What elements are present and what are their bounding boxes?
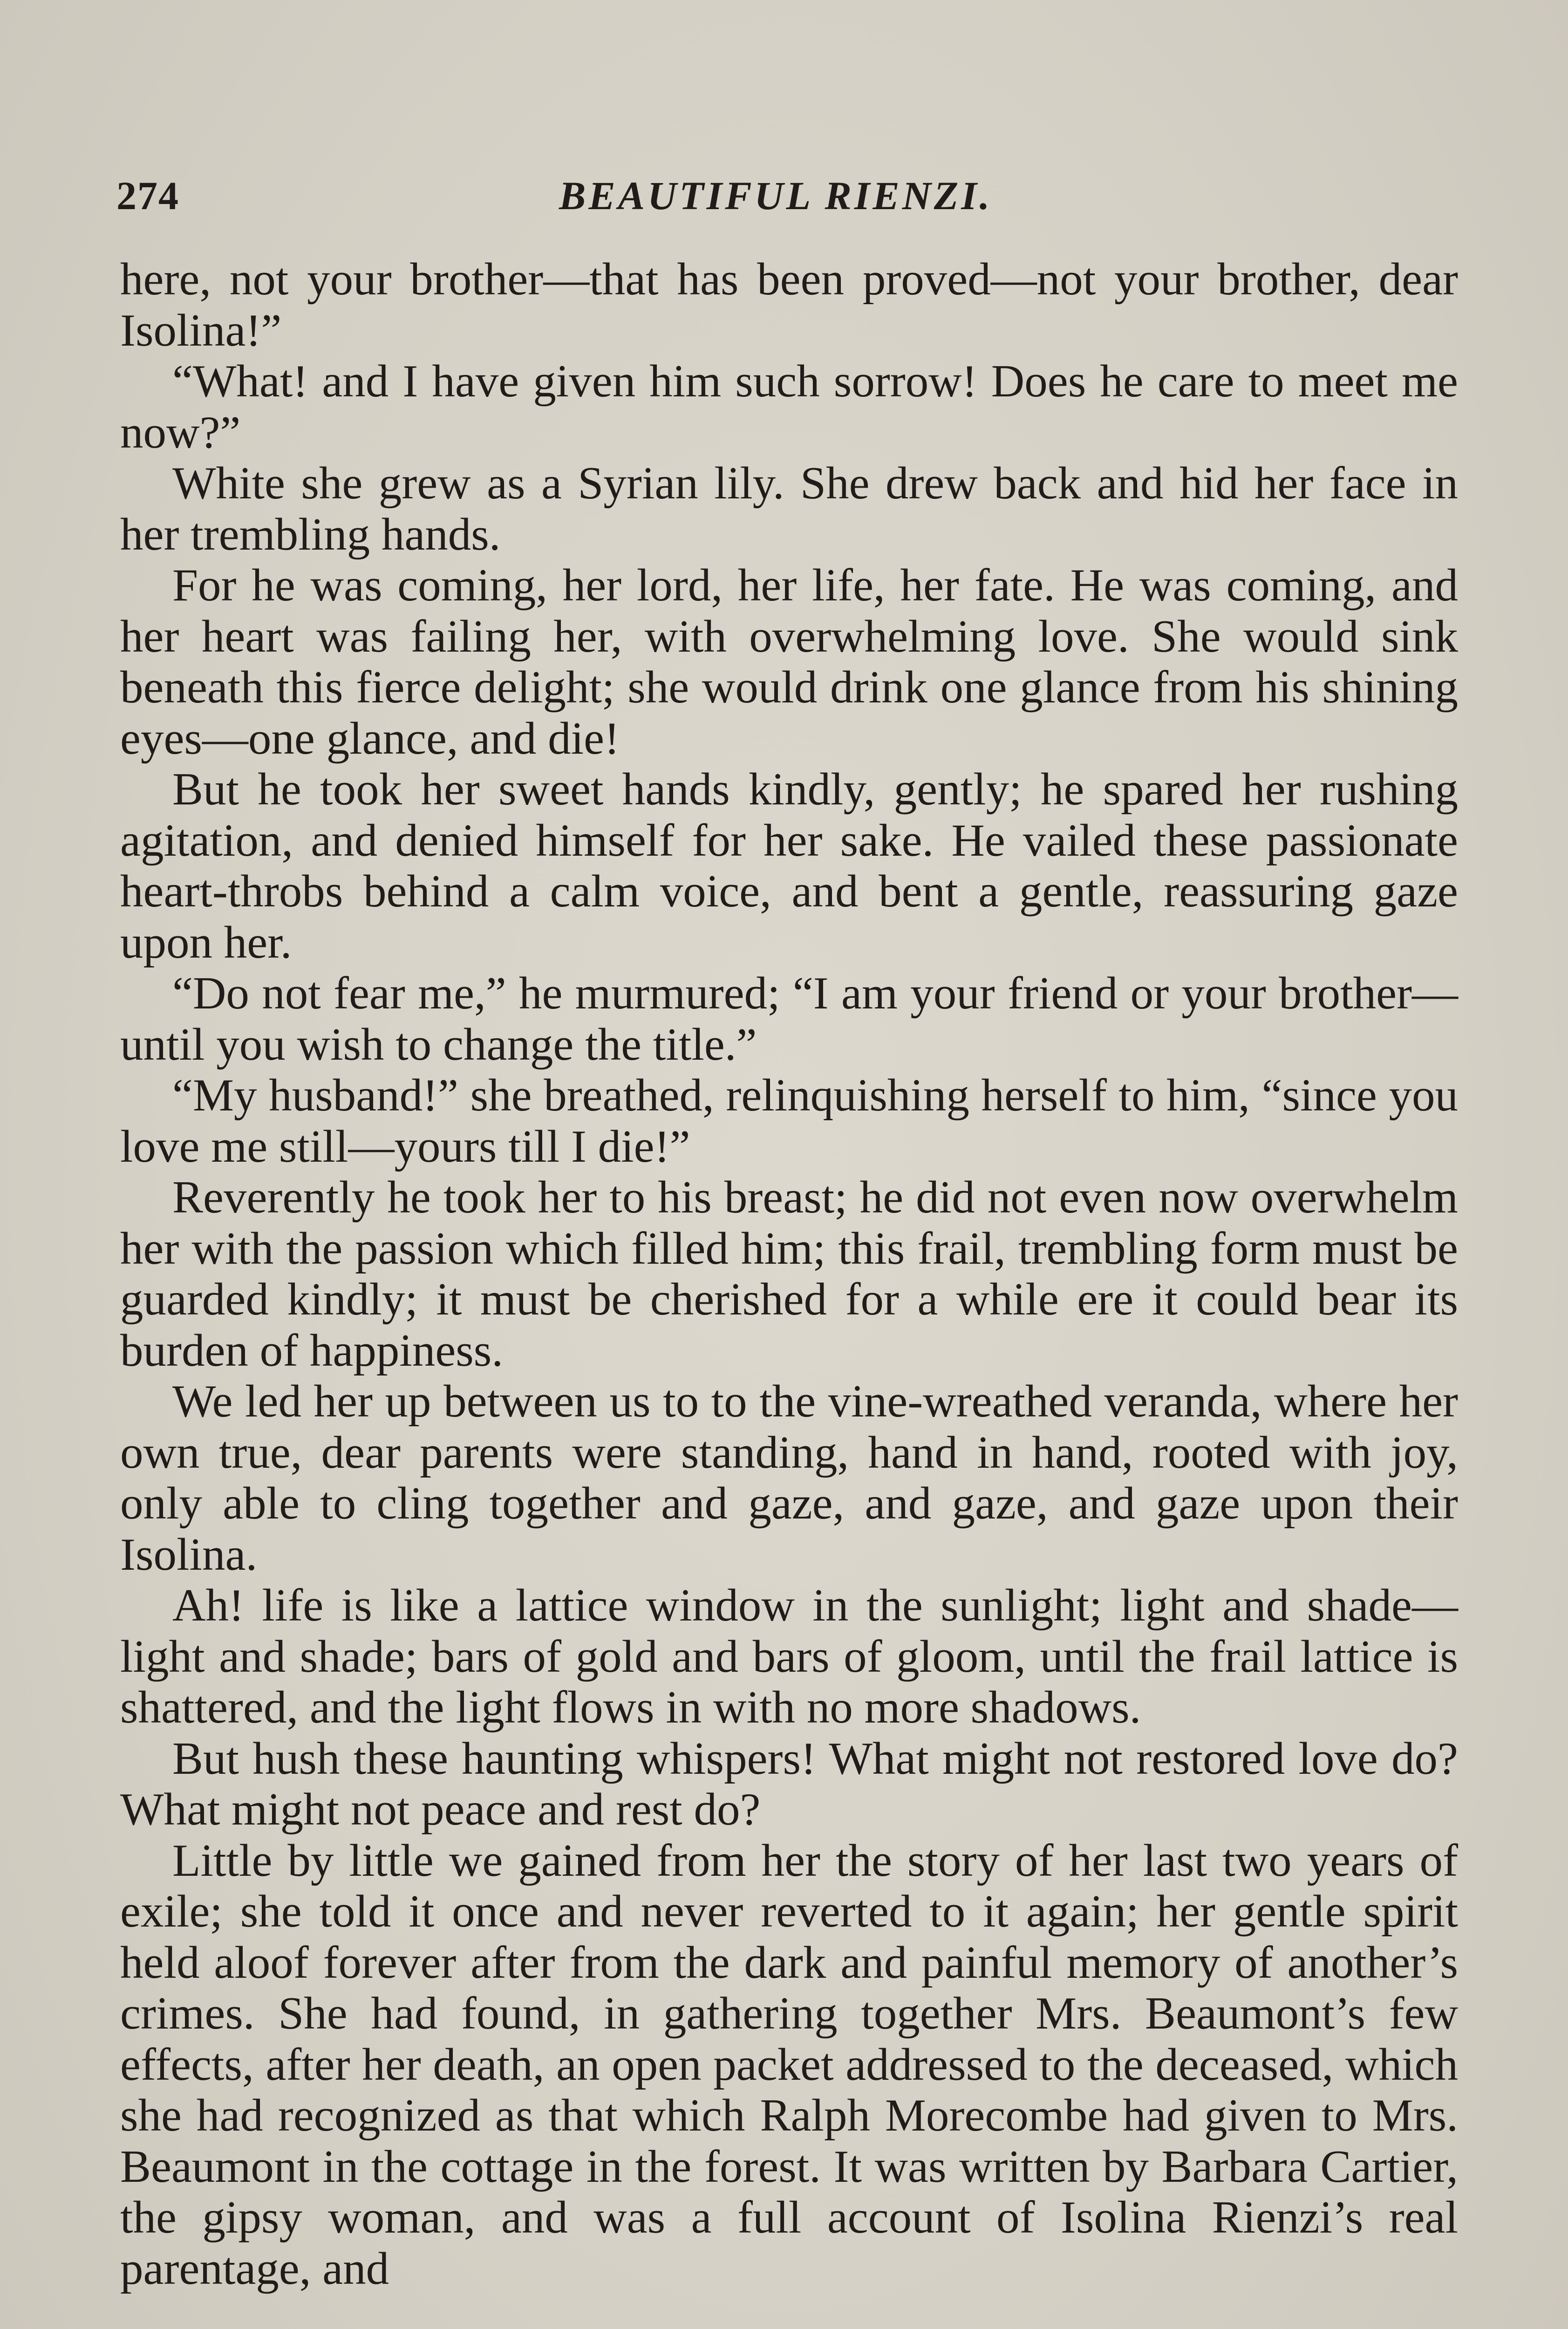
paragraph: here, not your brother—that has been proved—not your brother, dear Isolina!” xyxy=(120,254,1458,356)
paragraph: But hush these haunting whispers! What might not restored love do? What might not peace and rest do? xyxy=(120,1733,1458,1835)
paragraph: “My husband!” she breathed, relinquishing herself to him, “since you love me still—yours till I die!” xyxy=(120,1070,1458,1172)
page-header xyxy=(116,172,1467,228)
paragraph: But he took her sweet hands kindly, gently; he spared her rushing agitation, and denied himself for her sake. He vailed these passionate heart-throbs behind a calm voice, and bent a gentle, reassuring gaze upon her. xyxy=(120,764,1458,968)
page-number: 274 xyxy=(116,173,179,218)
paragraph: “What! and I have given him such sorrow! Does he care to meet me now?” xyxy=(120,356,1458,458)
paragraph: We led her up between us to to the vine-wreathed veranda, where her own true, dear parents were standing, hand in hand, rooted with joy, only able to cling together and gaze, and gaze, and gaze upon their Isolina. xyxy=(120,1376,1458,1580)
paragraph: For he was coming, her lord, her life, her fate. He was coming, and her heart was failing her, with overwhelming love. She would sink beneath this fierce delight; she would drink one glance from his shining eyes—one glance, and die! xyxy=(120,560,1458,764)
running-title: BEAUTIFUL RIENZI. xyxy=(559,173,993,218)
paragraph: Reverently he took her to his breast; he did not even now overwhelm her with the passion which filled him; this frail, trembling form must be guarded kindly; it must be cherished for a while ere it could bear its burden of happiness. xyxy=(120,1172,1458,1376)
paragraph: Little by little we gained from her the story of her last two years of exile; she told it once and never reverted to it again; her gentle spirit held aloof forever after from the dark and painful memory of another’s crimes. She had found, in gathering together Mrs. Beaumont’s few effects, after her death, an open packet addressed to the deceased, which she had recognized as that which Ralph Morecombe had given to Mrs. Beaumont in the cottage in the forest. It was written by Barbara Cartier, the gipsy woman, and was a full account of Isolina Rienzi’s real parentage, and xyxy=(120,1835,1458,2294)
paragraph: White she grew as a Syrian lily. She drew back and hid her face in her trembling hands. xyxy=(120,458,1458,560)
body-text xyxy=(120,254,1458,2294)
paragraph: Ah! life is like a lattice window in the sunlight; light and shade—light and shade; bars of gold and bars of gloom, until the frail lattice is shattered, and the light flows in with no more shadows. xyxy=(120,1580,1458,1733)
paragraph: “Do not fear me,” he murmured; “I am your friend or your brother—until you wish to change the title.” xyxy=(120,968,1458,1070)
